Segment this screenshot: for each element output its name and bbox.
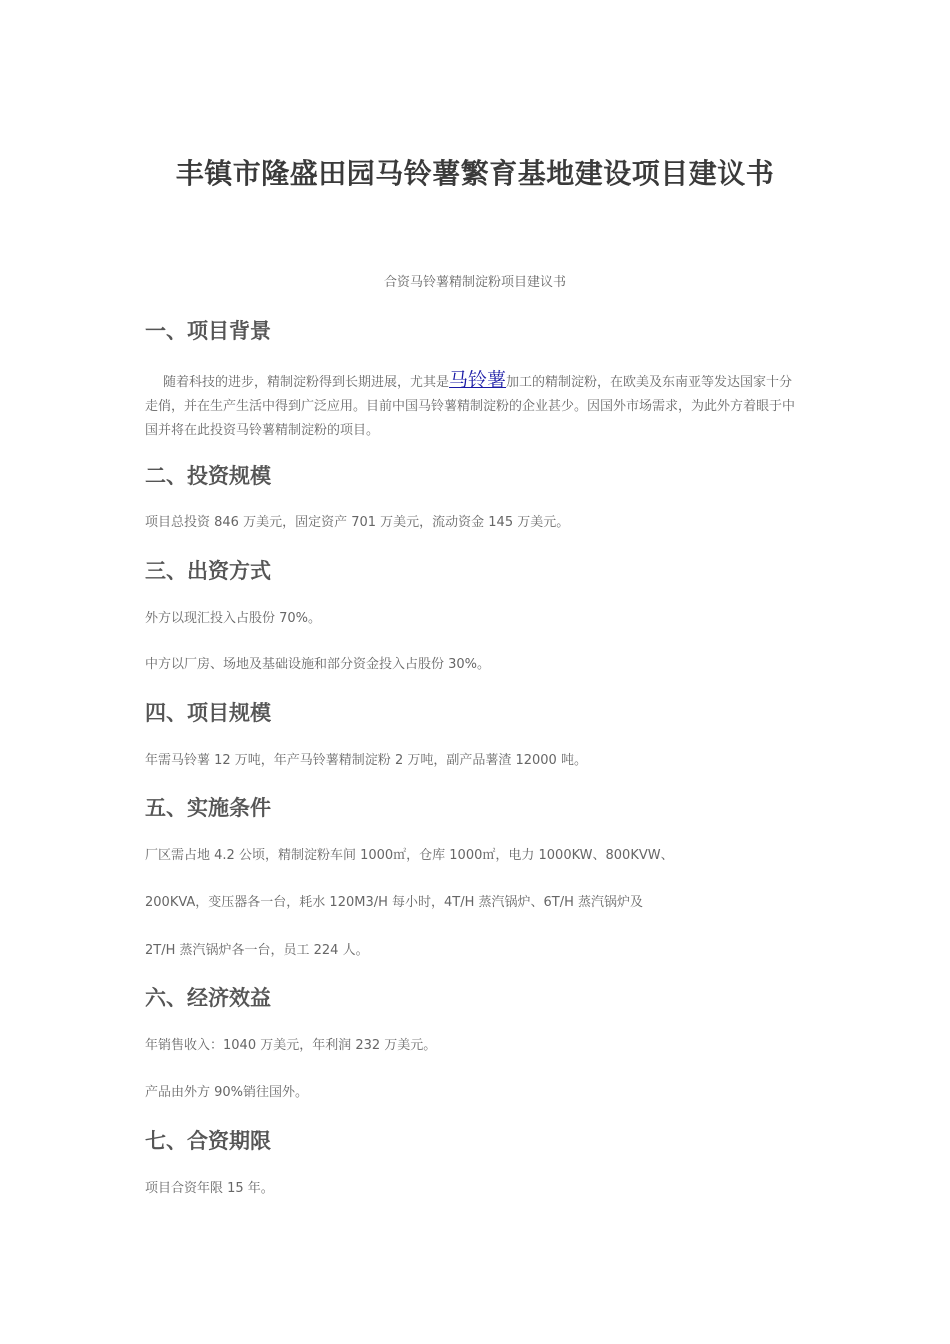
section-heading-funding-method: 三、出资方式 <box>145 559 271 583</box>
paragraph-investment-scale: 项目总投资 846 万美元，固定资产 701 万美元，流动资金 145 万美元。 <box>145 515 570 530</box>
paragraph-background <box>145 368 805 443</box>
section-heading-conditions: 五、实施条件 <box>145 796 271 820</box>
paragraph-background-part1: 随着科技的进步，精制淀粉得到长期进展，尤其是 <box>163 375 450 390</box>
section-heading-project-scale: 四、项目规模 <box>145 701 271 725</box>
paragraph-funding-foreign: 外方以现汇投入占股份 70%。 <box>145 611 322 626</box>
section-heading-economic-benefit: 六、经济效益 <box>145 986 271 1010</box>
document-subtitle: 合资马铃薯精制淀粉项目建议书 <box>383 275 566 290</box>
paragraph-conditions-line3: 2T/H 蒸汽锅炉各一台，员工 224 人。 <box>145 943 369 958</box>
section-heading-background: 一、项目背景 <box>145 319 271 343</box>
section-heading-investment-scale: 二、投资规模 <box>145 464 271 488</box>
paragraph-joint-term: 项目合资年限 15 年。 <box>145 1181 274 1196</box>
paragraph-economic-export: 产品由外方 90%销往国外。 <box>145 1085 309 1100</box>
paragraph-funding-chinese: 中方以厂房、场地及基础设施和部分资金投入占股份 30%。 <box>145 657 491 672</box>
potato-link[interactable]: 马铃薯 <box>449 369 507 391</box>
section-heading-joint-term: 七、合资期限 <box>145 1129 271 1153</box>
paragraph-conditions-line1: 厂区需占地 4.2 公顷，精制淀粉车间 1000㎡，仓库 1000㎡，电力 1000KW、800KVW、 <box>145 848 674 863</box>
paragraph-project-scale: 年需马铃薯 12 万吨，年产马铃薯精制淀粉 2 万吨，副产品薯渣 12000 吨。 <box>145 753 587 768</box>
paragraph-background-part2: 加工的精制淀粉，在欧美及东南亚等发达国家十分走俏，并在生产生活中得到广泛应用。目前中国马铃薯精制淀粉的企业甚少。因国外市场需求，为此外方着眼于中国并将在此投资马铃薯精制淀粉的项目。 <box>145 375 796 438</box>
paragraph-economic-revenue: 年销售收入：1040 万美元，年利润 232 万美元。 <box>145 1038 437 1053</box>
document-title: 丰镇市隆盛田园马铃薯繁育基地建设项目建议书 <box>175 157 775 190</box>
paragraph-conditions-line2: 200KVA，变压器各一台，耗水 120M3/H 每小时，4T/H 蒸汽锅炉、6T/H 蒸汽锅炉及 <box>145 895 644 910</box>
